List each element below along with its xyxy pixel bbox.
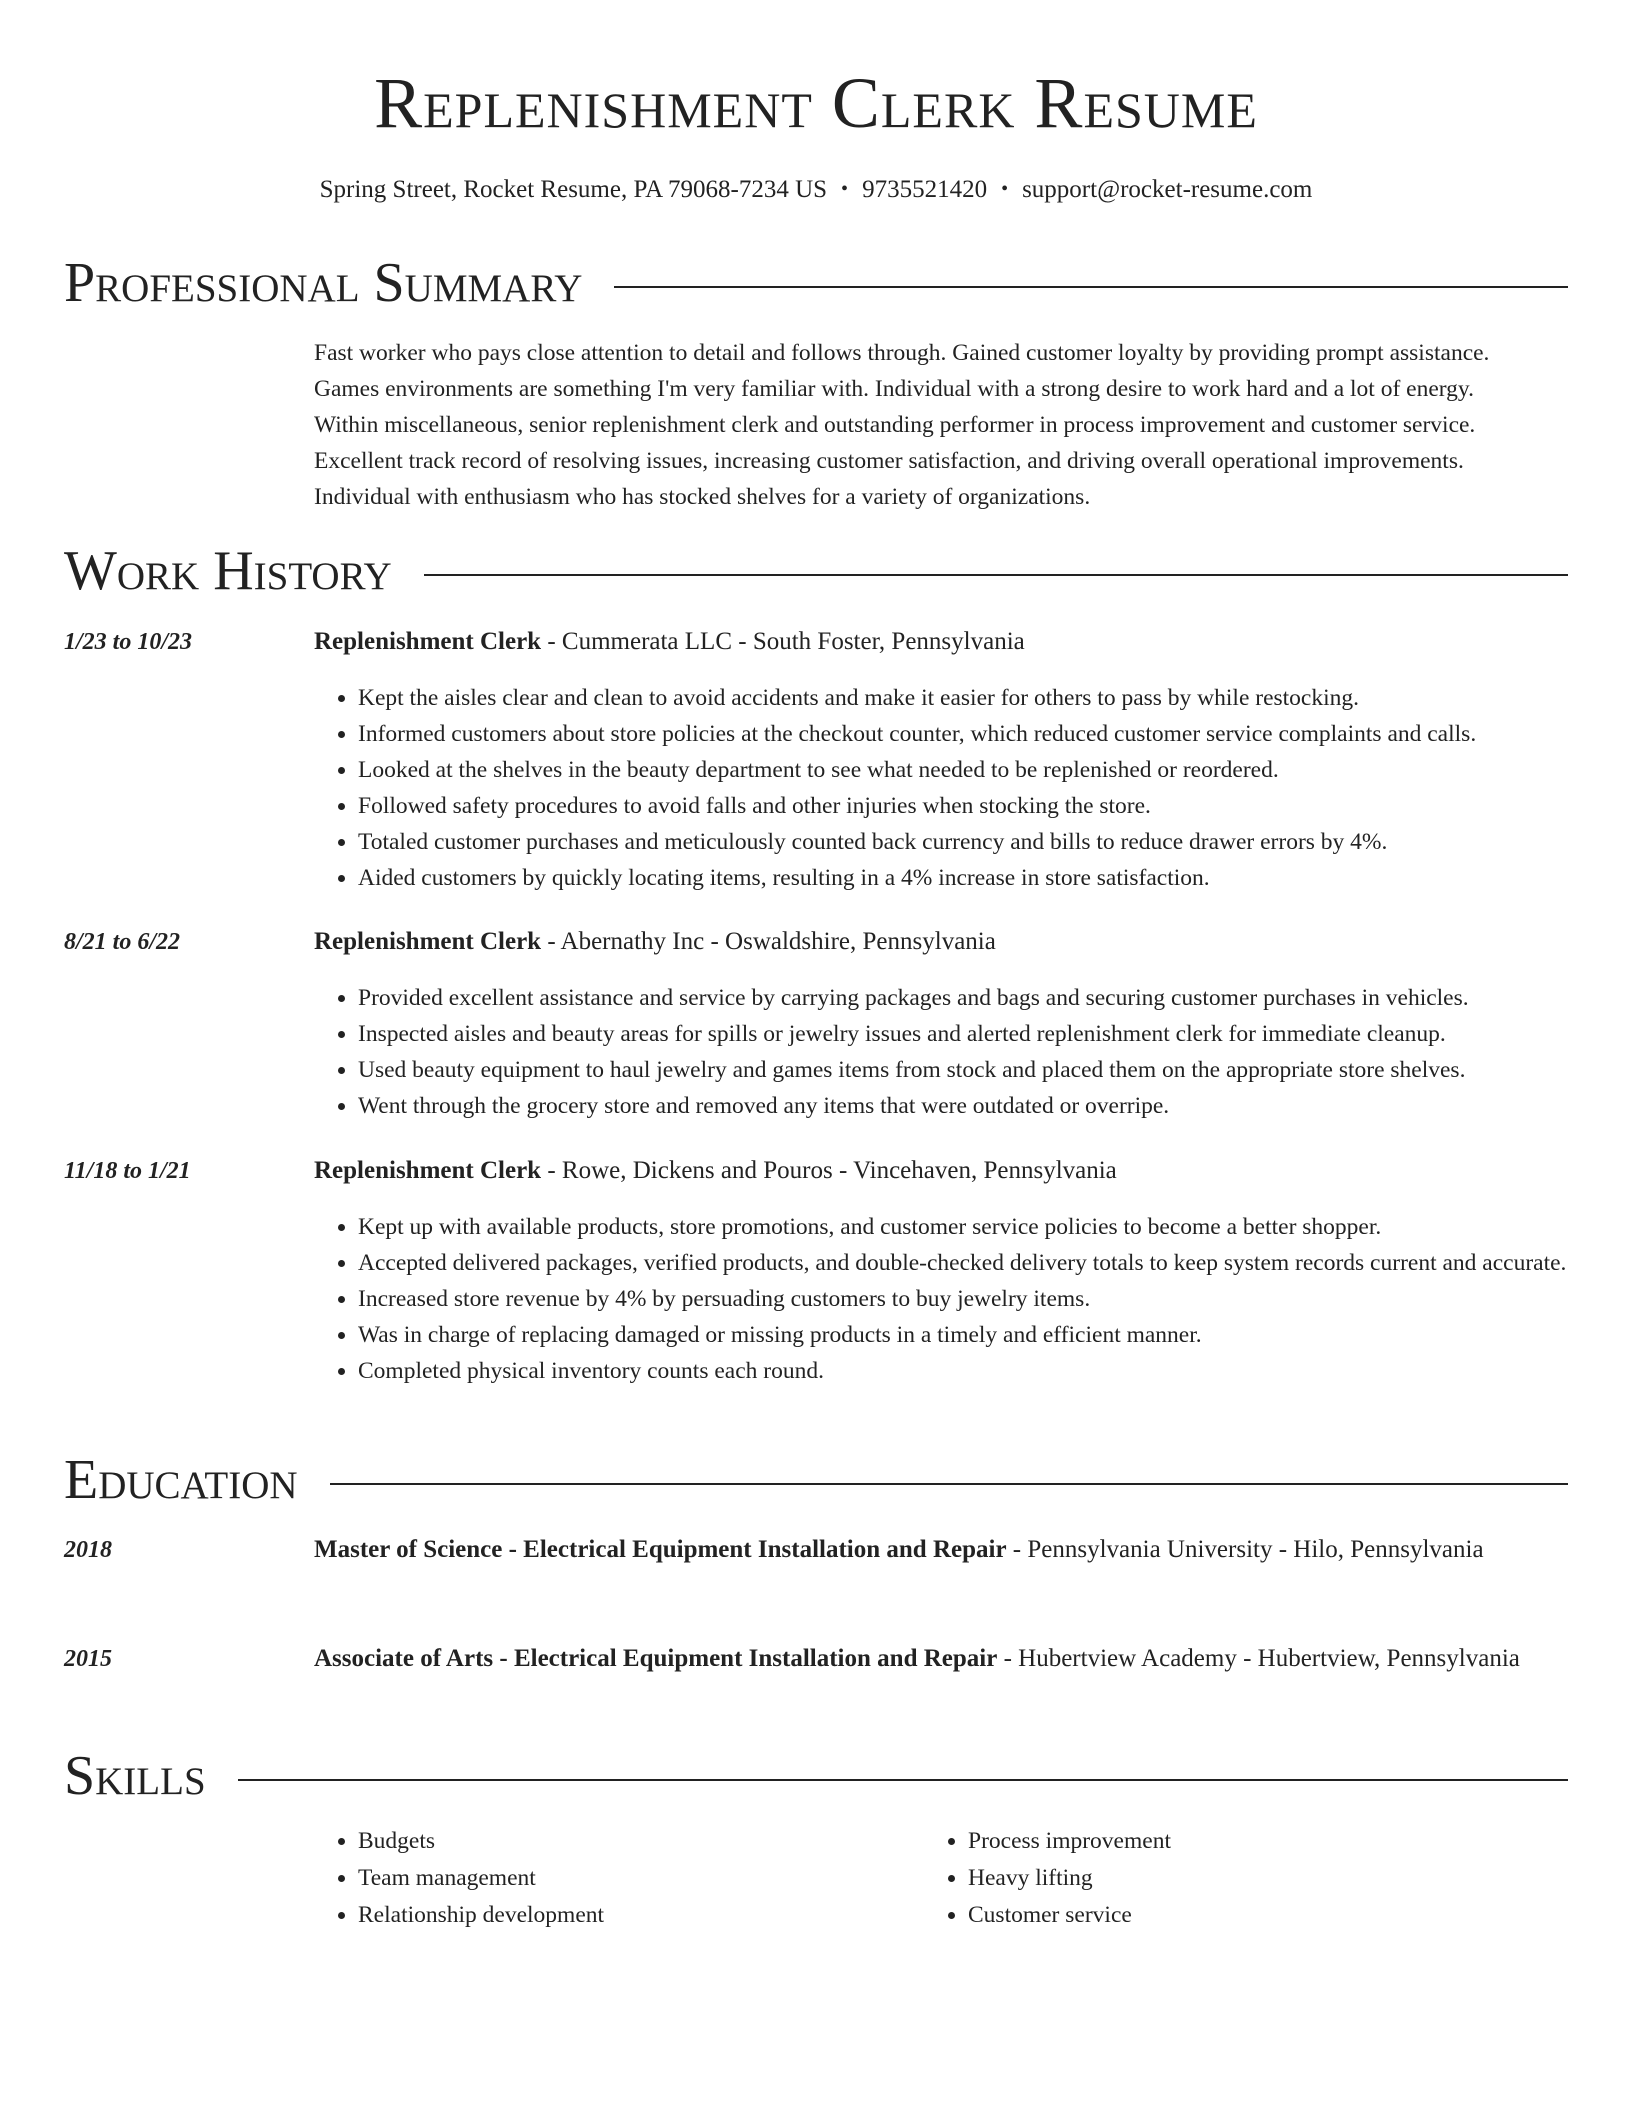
skill-item: • Team management (358, 1860, 918, 1897)
job-title: Replenishment Clerk (314, 928, 542, 955)
section-divider (424, 574, 1568, 576)
list-item: • Kept the aisles clear and clean to avoid accidents and make it easier for others to pass by while restocking. (358, 680, 1568, 716)
summary-line: Individual with enthusiasm who has stocked shelves for a variety of organizations. (314, 484, 1091, 510)
job-details: - Cummerata LLC - South Foster, Pennsylvania (541, 628, 1025, 655)
resume-title: Replenishment Clerk Resume (374, 63, 1258, 143)
summary-line: Within miscellaneous, senior replenishment clerk and outstanding performer in process improvement and customer service. (314, 412, 1476, 438)
education-entry (314, 1639, 1568, 1679)
section-heading: Work History (64, 540, 392, 602)
contact-separator: • (841, 178, 849, 200)
list-item: • Looked at the shelves in the beauty department to see what needed to be replenished or reordered. (358, 752, 1568, 788)
summary-line: Fast worker who pays close attention to detail and follows through. Gained customer loyalty by providing prompt assistance. (314, 340, 1490, 366)
job-details: - Abernathy Inc - Oswaldshire, Pennsylvania (541, 928, 996, 955)
section-work-history (64, 540, 1568, 602)
job-date: 11/18 to 1/21 (64, 1158, 191, 1184)
section-divider (614, 286, 1568, 288)
summary-line: Games environments are something I'm very familiar with. Individual with a strong desire to work hard and a lot of energy. (314, 376, 1475, 402)
job-heading (314, 1151, 1568, 1191)
section-professional-summary (64, 252, 1568, 314)
job-title: Replenishment Clerk (314, 628, 542, 655)
list-item: • Was in charge of replacing damaged or missing products in a timely and efficient manner. (358, 1317, 1568, 1353)
education-year: 2018 (64, 1537, 112, 1563)
summary-line: Excellent track record of resolving issues, increasing customer satisfaction, and driving overall operational improvements. (314, 448, 1464, 474)
skill-item: • Relationship development (358, 1897, 918, 1934)
list-item: • Kept up with available products, store promotions, and customer service policies to become a better shopper. (358, 1209, 1568, 1245)
skill-item: • Customer service (968, 1897, 1528, 1934)
skill-item: • Process improvement (968, 1823, 1528, 1860)
education-school: - Pennsylvania University - Hilo, Pennsylvania (1006, 1536, 1484, 1563)
contact-line (0, 174, 1632, 207)
skill-item: • Heavy lifting (968, 1860, 1528, 1897)
education-school: - Hubertview Academy - Hubertview, Pennsylvania (997, 1645, 1520, 1672)
list-item: • Increased store revenue by 4% by persuading customers to buy jewelry items. (358, 1281, 1568, 1317)
job-bullets (314, 980, 1568, 1124)
job-bullets (314, 1209, 1568, 1389)
summary-paragraph (314, 335, 1568, 515)
list-item: • Inspected aisles and beauty areas for spills or jewelry issues and alerted replenishment clerk for immediate cleanup. (358, 1016, 1568, 1052)
list-item: • Went through the grocery store and removed any items that were outdated or overripe. (358, 1088, 1568, 1124)
section-heading: Skills (64, 1745, 206, 1807)
education-degree: Master of Science - Electrical Equipment Installation and Repair (314, 1536, 1007, 1563)
section-education (64, 1449, 1568, 1511)
skills-list-right (924, 1823, 1528, 1934)
job-details: - Rowe, Dickens and Pouros - Vincehaven, Pennsylvania (541, 1157, 1117, 1184)
list-item: • Totaled customer purchases and meticulously counted back currency and bills to reduce drawer errors by 4%. (358, 824, 1568, 860)
contact-email[interactable]: support@rocket-resume.com (1022, 176, 1313, 203)
section-divider (330, 1483, 1568, 1485)
list-item: • Accepted delivered packages, verified products, and double-checked delivery totals to keep system records current and accurate. (358, 1245, 1568, 1281)
list-item: • Completed physical inventory counts each round. (358, 1353, 1568, 1389)
list-item: • Aided customers by quickly locating items, resulting in a 4% increase in store satisfaction. (358, 860, 1568, 896)
skill-item: • Budgets (358, 1823, 918, 1860)
job-heading (314, 622, 1568, 662)
contact-phone: 9735521420 (862, 176, 988, 203)
list-item: • Provided excellent assistance and service by carrying packages and bags and securing customer purchases in vehicles. (358, 980, 1568, 1016)
list-item: • Followed safety procedures to avoid falls and other injuries when stocking the store. (358, 788, 1568, 824)
education-entry (314, 1530, 1568, 1570)
section-divider (238, 1779, 1568, 1781)
list-item: • Used beauty equipment to haul jewelry and games items from stock and placed them on the appropriate store shelves. (358, 1052, 1568, 1088)
section-heading: Professional Summary (64, 252, 583, 314)
job-date: 8/21 to 6/22 (64, 929, 181, 955)
skills-list-left (314, 1823, 918, 1934)
education-year: 2015 (64, 1646, 112, 1672)
job-date: 1/23 to 10/23 (64, 629, 193, 655)
job-title: Replenishment Clerk (314, 1157, 542, 1184)
job-heading (314, 922, 1568, 962)
education-degree: Associate of Arts - Electrical Equipment Installation and Repair (314, 1645, 998, 1672)
section-skills (64, 1745, 1568, 1807)
contact-separator: • (1001, 178, 1009, 200)
list-item: • Informed customers about store policies at the checkout counter, which reduced customer service complaints and calls. (358, 716, 1568, 752)
contact-address: Spring Street, Rocket Resume, PA 79068-7234 US (319, 176, 828, 203)
job-bullets (314, 680, 1568, 896)
section-heading: Education (64, 1449, 298, 1511)
